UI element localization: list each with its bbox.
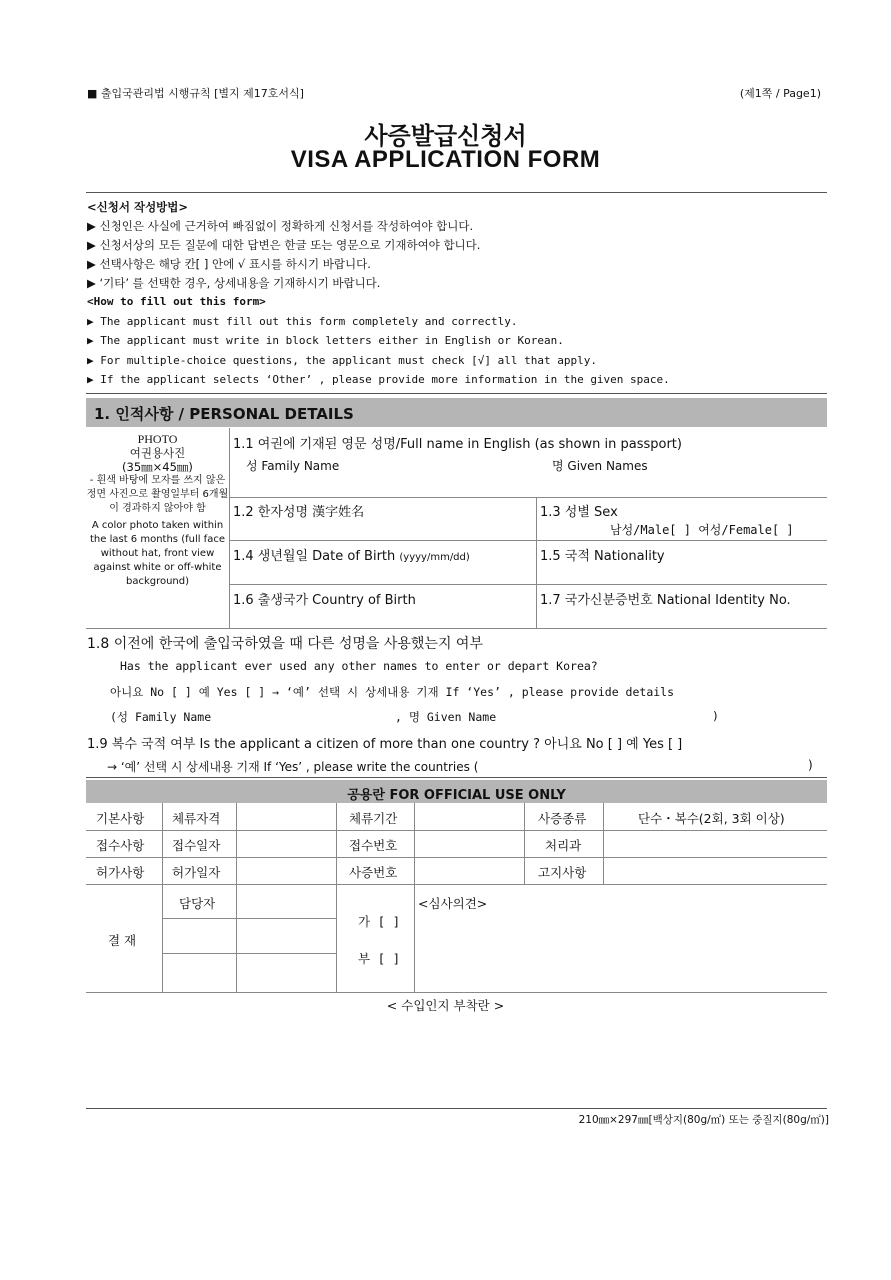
divider	[86, 1108, 827, 1109]
instructions-en-heading: <How to fill out this form>	[87, 295, 266, 308]
official-reject: 부 [ ]	[358, 951, 401, 966]
instruction-ko-3: ▶ 선택사항은 해당 칸[ ] 안에 √ 표시를 하시기 바랍니다.	[87, 257, 371, 271]
other-given-name[interactable]: , 명 Given Name	[395, 710, 497, 724]
revenue-stamp-area: < 수입인지 부착란 >	[386, 998, 505, 1013]
grid-line	[236, 803, 237, 992]
official-receipt: 접수사항	[96, 838, 145, 853]
photo-size: (35㎜×45㎜)	[122, 460, 193, 474]
official-entry-type: 단수・복수(2회, 3회 이상)	[638, 811, 785, 826]
field-nationality[interactable]: 1.5 국적 Nationality	[540, 549, 665, 564]
instructions-ko-heading: <신청서 작성방법>	[87, 200, 189, 214]
photo-box[interactable]	[86, 432, 229, 589]
official-use-title: 공용란 FOR OFFICIAL USE ONLY	[347, 788, 566, 803]
official-approve: 가 [ ]	[358, 914, 401, 929]
grid-line	[162, 803, 163, 992]
photo-label-en: PHOTO	[137, 432, 178, 446]
countries-close: )	[808, 758, 813, 772]
grid-line	[229, 540, 827, 541]
grid-line	[162, 953, 336, 954]
official-notice: 고지사항	[538, 865, 587, 880]
instruction-en-2: ▶ The applicant must write in block letters either in English or Korean.	[87, 334, 564, 347]
official-receipt-date: 접수일자	[172, 838, 221, 853]
dob-label: 1.4 생년월일 Date of Birth	[233, 549, 396, 564]
instruction-en-3: ▶ For multiple-choice questions, the applicant must check [√] all that apply.	[87, 354, 597, 367]
grid-line	[162, 918, 336, 919]
title-english: VISA APPLICATION FORM	[290, 146, 601, 173]
field-given-names[interactable]: 명 Given Names	[552, 459, 648, 473]
photo-note-en: A color photo taken within the last 6 months (full face without hat, front view against white or off-white background)	[90, 520, 225, 587]
grid-line	[603, 803, 604, 884]
official-receipt-no: 접수번호	[349, 838, 398, 853]
official-visa-no: 사증번호	[349, 865, 398, 880]
official-period: 체류기간	[349, 811, 398, 826]
field-sex-label: 1.3 성별 Sex	[540, 505, 618, 520]
paper-spec: 210㎜×297㎜[백상지(80g/㎡) 또는 중질지(80g/㎡)]	[578, 1114, 829, 1126]
divider	[86, 192, 827, 193]
field-family-name[interactable]: 성 Family Name	[246, 459, 340, 473]
field-multiple-citizenship[interactable]: 1.9 복수 국적 여부 Is the applicant a citizen of more than one country ? 아니요 No [ ] 예 Yes [ ]	[87, 737, 683, 752]
instruction-ko-2: ▶ 신청서상의 모든 질문에 대한 답변은 한글 또는 영문으로 기재하여야 합니다.	[87, 238, 481, 252]
official-opinion: <심사의견>	[418, 896, 488, 911]
official-status: 체류자격	[172, 811, 221, 826]
dob-format: (yyyy/mm/dd)	[399, 552, 470, 563]
divider	[86, 393, 827, 394]
official-processing-dept: 처리과	[545, 838, 582, 853]
official-permit-date: 허가일자	[172, 865, 221, 880]
grid-line	[229, 584, 827, 585]
grid-line	[229, 497, 827, 498]
official-officer: 담당자	[179, 896, 216, 911]
photo-label-ko: 여권용사진	[129, 446, 186, 460]
grid-line	[414, 803, 415, 992]
photo-note-ko: - 흰색 바탕에 모자를 쓰지 않은 정면 사진으로 촬영일부터 6개월이 경과하지 않아야 함	[86, 475, 229, 514]
grid-line	[86, 992, 827, 993]
grid-line	[229, 428, 230, 628]
grid-line	[86, 628, 827, 629]
grid-line	[86, 857, 827, 858]
other-names-close: )	[712, 709, 719, 723]
instruction-ko-4: ▶ ‘기타’ 를 선택한 경우, 상세내용을 기재하시기 바랍니다.	[87, 276, 381, 290]
instruction-en-1: ▶ The applicant must fill out this form completely and correctly.	[87, 315, 518, 328]
grid-line	[336, 803, 337, 992]
field-countries[interactable]: → ‘예’ 선택 시 상세내용 기재 If ‘Yes’ , please write the countries (	[107, 760, 479, 774]
form-reference: ■ 출입국관리법 시행규칙 [별지 제17호서식]	[87, 87, 304, 100]
grid-line	[86, 830, 827, 831]
field-chinese-name[interactable]: 1.2 한자성명 漢字姓名	[233, 505, 365, 520]
grid-line	[86, 884, 827, 885]
grid-line	[536, 497, 537, 628]
official-approval: 결 재	[108, 933, 137, 948]
official-basic: 기본사항	[96, 811, 145, 826]
other-family-name[interactable]: (성 Family Name	[110, 710, 212, 724]
section-personal-details-header	[86, 398, 827, 427]
page-number: (제1쪽 / Page1)	[739, 87, 821, 100]
grid-line	[524, 803, 525, 884]
instruction-ko-1: ▶ 신청인은 사실에 근거하여 빠짐없이 정확하게 신청서를 작성하여야 합니다.	[87, 219, 474, 233]
field-full-name-label: 1.1 여권에 기재된 영문 성명/Full name in English (as shown in passport)	[233, 437, 682, 452]
field-other-names-en: Has the applicant ever used any other names to enter or depart Korea?	[120, 659, 598, 673]
sex-checkboxes[interactable]: 남성/Male[ ] 여성/Female[ ]	[610, 523, 794, 537]
field-national-id[interactable]: 1.7 국가신분증번호 National Identity No.	[540, 593, 791, 608]
field-country-of-birth[interactable]: 1.6 출생국가 Country of Birth	[233, 593, 416, 608]
instruction-en-4: ▶ If the applicant selects ‘Other’ , please provide more information in the given space.	[87, 373, 670, 386]
field-date-of-birth[interactable]	[233, 545, 470, 564]
section-title: 1. 인적사항 / PERSONAL DETAILS	[94, 405, 354, 423]
other-names-checkboxes[interactable]: 아니요 No [ ] 예 Yes [ ] → ‘예’ 선택 시 상세내용 기재 If ‘Yes’ , please provide details	[110, 685, 675, 699]
field-other-names-label: 1.8 이전에 한국에 출입국하였을 때 다른 성명을 사용했는지 여부	[87, 636, 483, 652]
official-permit: 허가사항	[96, 865, 145, 880]
title-korean: 사증발급신청서	[364, 122, 527, 150]
divider	[86, 777, 827, 778]
official-visa-type: 사증종류	[538, 811, 587, 826]
official-use-header	[86, 780, 827, 803]
